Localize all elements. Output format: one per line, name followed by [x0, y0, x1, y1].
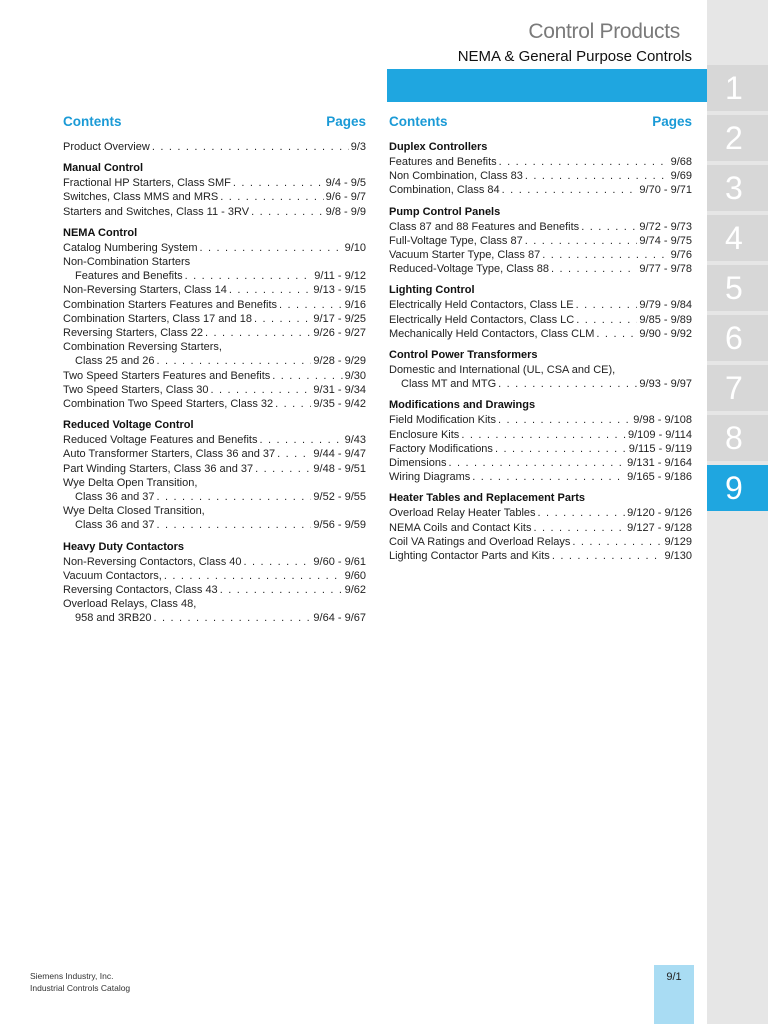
toc-entry[interactable]	[389, 535, 692, 549]
pages-label: Pages	[652, 114, 692, 129]
toc-entry[interactable]	[389, 506, 692, 520]
section-control-power-transformers	[389, 348, 692, 391]
entry-page: 9/64 - 9/67	[313, 612, 366, 625]
toc-entry[interactable]	[389, 220, 692, 234]
entry-label-line: Wye Delta Open Transition,	[63, 476, 198, 489]
toc-entry[interactable]	[389, 183, 692, 197]
entry-label: Field Modification Kits	[389, 414, 496, 427]
header-accent-bar	[387, 69, 707, 102]
catalog-subtitle: NEMA & General Purpose Controls	[457, 48, 692, 65]
entry-page: 9/85 - 9/89	[639, 313, 692, 326]
entry-page: 9/52 - 9/55	[313, 491, 366, 504]
section-heavy-duty	[63, 540, 366, 626]
footer-catalog: Industrial Controls Catalog	[30, 983, 131, 993]
footer	[30, 970, 130, 994]
section-tab-9[interactable]: 9	[707, 465, 768, 511]
entry-label: Features and Benefits	[75, 270, 183, 283]
entry-label: Reversing Starters, Class 22	[63, 327, 203, 340]
entry-page: 9/120 - 9/126	[627, 507, 692, 520]
toc-entry[interactable]	[63, 611, 366, 625]
section-title: Modifications and Drawings	[389, 399, 536, 412]
entry-label: Electrically Held Contactors, Class LC	[389, 313, 575, 326]
toc-entry[interactable]	[63, 241, 366, 255]
section-duplex	[389, 140, 692, 198]
toc-entry[interactable]	[389, 327, 692, 341]
section-nema-control	[63, 226, 366, 411]
section-reduced-voltage	[63, 418, 366, 532]
entry-label: Combination Two Speed Starters, Class 32	[63, 398, 274, 411]
section-tab-7[interactable]: 7	[707, 365, 768, 411]
entry-label: Full-Voltage Type, Class 87	[389, 234, 523, 247]
toc-entry[interactable]	[63, 298, 366, 312]
toc-entry[interactable]	[389, 313, 692, 327]
entry-label-line: Non-Combination Starters	[63, 256, 191, 269]
section-tab-3[interactable]: 3	[707, 165, 768, 211]
entry-label: Product Overview	[63, 141, 150, 153]
entry-page: 9/44 - 9/47	[313, 448, 366, 461]
entry-page: 9/31 - 9/34	[313, 383, 366, 396]
section-manual-control	[63, 161, 366, 219]
catalog-title: Control Products	[528, 20, 680, 43]
toc-entry[interactable]	[389, 428, 692, 442]
entry-page: 9/60 - 9/61	[313, 555, 366, 568]
contents-column-left	[63, 114, 366, 626]
section-title: NEMA Control	[63, 226, 138, 239]
footer-company: Siemens Industry, Inc.	[30, 971, 114, 981]
entry-label: Two Speed Starters, Class 30	[63, 383, 209, 396]
entry-label: Reduced-Voltage Type, Class 88	[389, 263, 550, 276]
entry-page: 9/28 - 9/29	[313, 355, 366, 368]
entry-label-line: Wye Delta Closed Transition,	[63, 505, 205, 518]
section-heater-tables	[389, 491, 692, 563]
entry-label: Non Combination, Class 83	[389, 170, 523, 183]
section-tab-8[interactable]: 8	[707, 415, 768, 461]
entry-label: Lighting Contactor Parts and Kits	[389, 550, 550, 563]
entry-label: Part Winding Starters, Class 36 and 37	[63, 462, 254, 475]
entry-label: Electrically Held Contactors, Class LE	[389, 299, 574, 312]
entry-label: Reduced Voltage Features and Benefits	[63, 434, 258, 447]
toc-entry[interactable]	[63, 269, 366, 283]
entry-page: 9/62	[344, 584, 366, 597]
entry-page: 9/131 - 9/164	[627, 457, 692, 470]
toc-entry[interactable]	[63, 190, 366, 204]
toc-entry[interactable]	[389, 169, 692, 183]
section-title: Heavy Duty Contactors	[63, 540, 185, 553]
entry-label: Wiring Diagrams	[389, 471, 471, 484]
toc-entry[interactable]	[63, 462, 366, 476]
toc-entry[interactable]	[63, 312, 366, 326]
section-tab-1[interactable]: 1	[707, 65, 768, 111]
entry-page: 9/3	[350, 141, 366, 153]
toc-entry[interactable]	[389, 456, 692, 470]
entry-page: 9/43	[344, 434, 366, 447]
toc-entry[interactable]	[389, 470, 692, 484]
toc-entry[interactable]	[63, 569, 366, 583]
toc-entry[interactable]	[63, 283, 366, 297]
section-title: Reduced Voltage Control	[63, 419, 194, 432]
section-pump	[389, 205, 692, 277]
entry-label: Class 25 and 26	[75, 355, 155, 368]
entry-page: 9/56 - 9/59	[313, 519, 366, 532]
toc-entry[interactable]	[389, 442, 692, 456]
section-tab-4[interactable]: 4	[707, 215, 768, 261]
entry-page: 9/130	[664, 550, 692, 563]
toc-entry[interactable]	[63, 447, 366, 461]
toc-entry[interactable]	[63, 354, 366, 368]
contents-label: Contents	[63, 114, 122, 129]
entry-label-line: Combination Reversing Starters,	[63, 341, 222, 354]
toc-entry[interactable]	[389, 377, 692, 391]
contents-header	[389, 114, 692, 129]
toc-entry[interactable]	[389, 262, 692, 276]
pages-label: Pages	[326, 114, 366, 129]
entry-label: Class MT and MTG	[401, 378, 497, 391]
toc-entry[interactable]	[63, 433, 366, 447]
toc-entry[interactable]	[389, 549, 692, 563]
entry-page: 9/76	[670, 249, 692, 262]
entry-label: Vacuum Contactors,	[63, 569, 162, 582]
toc-entry[interactable]	[63, 140, 366, 154]
entry-page: 9/69	[670, 170, 692, 183]
entry-label: 958 and 3RB20	[75, 612, 152, 625]
contents-header	[63, 114, 366, 129]
entry-label: Overload Relay Heater Tables	[389, 507, 536, 520]
entry-page: 9/48 - 9/51	[313, 462, 366, 475]
entry-label: Vacuum Starter Type, Class 87	[389, 249, 541, 262]
entry-page: 9/13 - 9/15	[313, 284, 366, 297]
entry-page: 9/11 - 9/12	[314, 270, 366, 283]
entry-label: Catalog Numbering System	[63, 241, 198, 254]
entry-label: Auto Transformer Starters, Class 36 and 37	[63, 448, 276, 461]
section-tab-6[interactable]: 6	[707, 315, 768, 361]
toc-entry[interactable]	[389, 248, 692, 262]
entry-label: Non-Reversing Contactors, Class 40	[63, 555, 242, 568]
entry-page: 9/109 - 9/114	[627, 428, 692, 441]
entry-page: 9/74 - 9/75	[639, 234, 692, 247]
entry-label: Combination Starters, Class 17 and 18	[63, 312, 252, 325]
entry-page: 9/98 - 9/108	[633, 414, 692, 427]
entry-page: 9/127 - 9/128	[627, 521, 692, 534]
entry-label: Fractional HP Starters, Class SMF	[63, 177, 231, 190]
entry-page: 9/93 - 9/97	[639, 378, 692, 391]
section-title: Pump Control Panels	[389, 205, 501, 218]
toc-entry[interactable]	[63, 326, 366, 340]
toc-entry[interactable]	[389, 155, 692, 169]
toc-entry[interactable]	[63, 205, 366, 219]
entry-page: 9/10	[344, 241, 366, 254]
entry-page: 9/72 - 9/73	[639, 220, 692, 233]
section-lighting	[389, 283, 692, 341]
entry-page: 9/6 - 9/7	[325, 191, 366, 204]
entry-label: Combination Starters Features and Benefits	[63, 298, 278, 311]
toc-entry[interactable]	[389, 298, 692, 312]
toc-entry[interactable]	[389, 521, 692, 535]
entry-page: 9/129	[664, 535, 692, 548]
entry-label: Coil VA Ratings and Overload Relays	[389, 535, 571, 548]
toc-entry[interactable]	[63, 397, 366, 411]
contents-label: Contents	[389, 114, 448, 129]
entry-page: 9/115 - 9/119	[628, 442, 692, 455]
toc-entry[interactable]	[389, 413, 692, 427]
entry-label: Combination, Class 84	[389, 184, 500, 197]
contents-column-right	[389, 114, 692, 563]
entry-page: 9/8 - 9/9	[325, 205, 366, 218]
entry-page: 9/30	[344, 369, 366, 382]
section-tab-5[interactable]: 5	[707, 265, 768, 311]
toc-entry[interactable]	[63, 583, 366, 597]
entry-label: Features and Benefits	[389, 156, 497, 168]
entry-label: Non-Reversing Starters, Class 14	[63, 284, 227, 297]
entry-page: 9/35 - 9/42	[313, 398, 366, 411]
entry-page: 9/26 - 9/27	[313, 327, 366, 340]
section-title: Manual Control	[63, 162, 144, 175]
entry-label: Reversing Contactors, Class 43	[63, 584, 218, 597]
toc-entry[interactable]	[63, 518, 366, 532]
entry-page: 9/79 - 9/84	[639, 299, 692, 312]
section-title: Heater Tables and Replacement Parts	[389, 492, 586, 505]
entry-label: Starters and Switches, Class 11 - 3RV	[63, 205, 250, 218]
entry-label-line: Overload Relays, Class 48,	[63, 598, 197, 611]
section-modifications	[389, 398, 692, 484]
entry-label: NEMA Coils and Contact Kits	[389, 521, 532, 534]
section-title: Lighting Control	[389, 284, 475, 297]
entry-page: 9/70 - 9/71	[639, 184, 692, 197]
entry-label: Enclosure Kits	[389, 428, 460, 441]
entry-page: 9/17 - 9/25	[313, 312, 366, 325]
section-title: Control Power Transformers	[389, 349, 538, 362]
toc-entry[interactable]	[63, 176, 366, 190]
entry-page: 9/77 - 9/78	[639, 263, 692, 276]
entry-label: Switches, Class MMS and MRS	[63, 191, 219, 204]
entry-label: Class 36 and 37	[75, 491, 155, 504]
entry-label: Dimensions	[389, 457, 447, 470]
entry-page: 9/165 - 9/186	[627, 471, 692, 484]
entry-page: 9/16	[344, 298, 366, 311]
entry-label: Class 36 and 37	[75, 519, 155, 532]
entry-page: 9/68	[670, 156, 692, 168]
toc-entry[interactable]	[63, 490, 366, 504]
entry-label-line: Domestic and International (UL, CSA and CE),	[389, 364, 616, 377]
page-number: 9/1	[654, 965, 694, 1024]
entry-label: Class 87 and 88 Features and Benefits	[389, 220, 580, 233]
toc-entry[interactable]	[63, 369, 366, 383]
toc-entry[interactable]	[63, 383, 366, 397]
entry-label: Two Speed Starters Features and Benefits	[63, 369, 271, 382]
section-title: Duplex Controllers	[389, 141, 488, 153]
entry-page: 9/90 - 9/92	[639, 327, 692, 340]
entry-page: 9/4 - 9/5	[325, 177, 366, 190]
section-tab-2[interactable]: 2	[707, 115, 768, 161]
toc-entry[interactable]	[63, 555, 366, 569]
entry-label: Factory Modifications	[389, 442, 493, 455]
toc-entry[interactable]	[389, 234, 692, 248]
entry-label: Mechanically Held Contactors, Class CLM	[389, 327, 595, 340]
entry-page: 9/60	[344, 569, 366, 582]
